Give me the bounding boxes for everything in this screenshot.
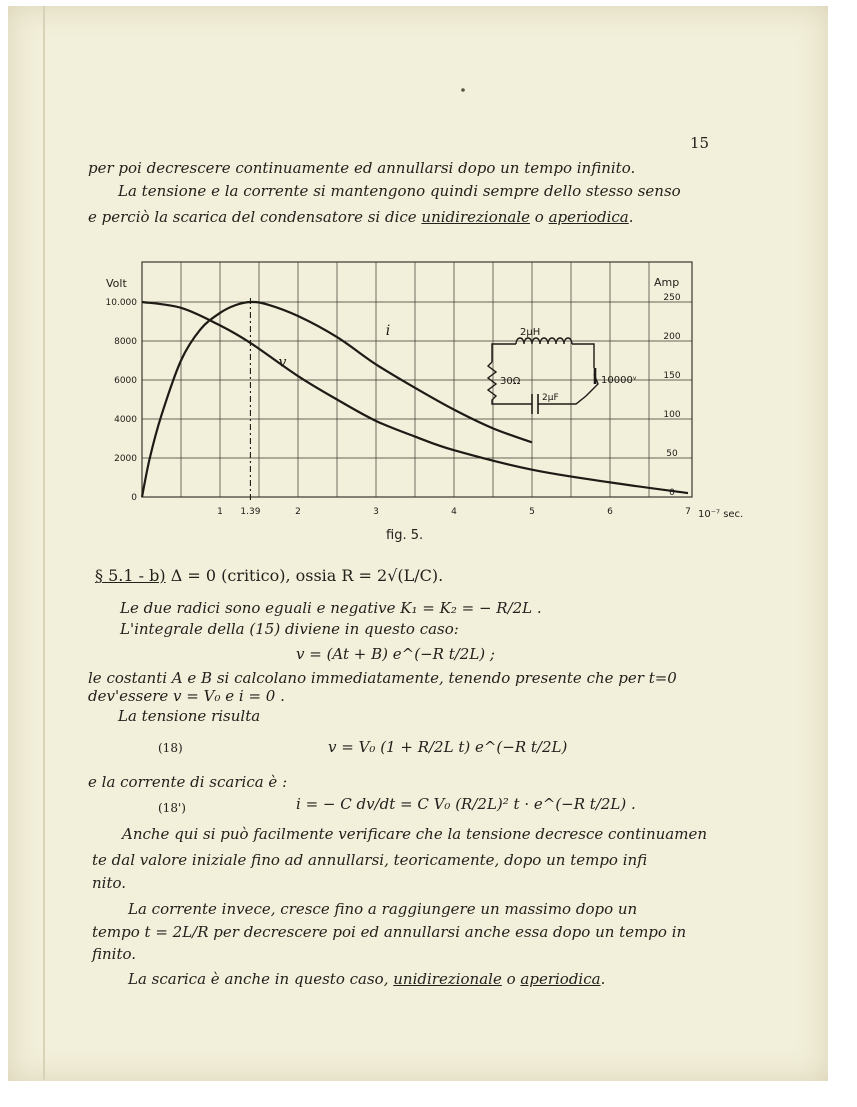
text-line: L'integrale della (15) diviene in questo caso: <box>120 620 459 638</box>
section-number: § 5.1 - b) <box>95 566 166 585</box>
circuit-wire <box>572 344 594 368</box>
text-line: La tensione e la corrente si mantengono quindi sempre dello stesso senso <box>118 182 681 200</box>
text-line: nito. <box>92 874 127 892</box>
y-right-tick-label: 50 <box>666 449 678 459</box>
text-line: per poi decrescere continuamente ed annullarsi dopo un tempo infinito. <box>88 159 636 177</box>
y-right-tick-label: 100 <box>663 410 681 420</box>
y-right-tick-label: 200 <box>663 332 681 342</box>
x-tick-label: 4 <box>451 507 457 517</box>
text-line: dev'essere v = V₀ e i = 0 . <box>88 687 285 705</box>
y-right-tick-label: 0 <box>669 488 675 498</box>
capacitor-label: 2μF <box>542 393 559 403</box>
y-left-tick-label: 10.000 <box>105 298 137 308</box>
x-tick-label: 1 <box>217 507 223 517</box>
text-line: La corrente invece, cresce fino a raggiungere un massimo dopo un <box>128 900 638 918</box>
text-line: Le due radici sono eguali e negative K₁ = K₂ = − R/2L . <box>120 599 542 617</box>
text-span: . <box>628 208 634 226</box>
y-axis-right-label: Amp <box>654 276 680 289</box>
page-number: 15 <box>690 134 710 152</box>
series-label-i: i <box>385 323 391 340</box>
text-span: . <box>600 970 606 988</box>
equation: v = (At + B) e^(−R t/2L) ; <box>296 645 495 663</box>
section-condition: Δ = 0 (critico), ossia R = 2√(L/C). <box>170 566 444 585</box>
x-tick-label: 1.39 <box>240 507 261 517</box>
underlined-term: aperiodica <box>548 208 629 226</box>
circuit-wire <box>492 344 516 362</box>
text-span: o <box>501 970 521 988</box>
inductor-label: 2μH <box>520 327 541 338</box>
y-left-tick-label: 2000 <box>114 454 137 464</box>
underlined-term: aperiodica <box>520 970 601 988</box>
equation: v = V₀ (1 + R/2L t) e^(−R t/2L) <box>328 738 568 756</box>
text-line: Anche qui si può facilmente verificare che la tensione decresce continuamen <box>122 825 707 843</box>
y-axis-left-label: Volt <box>106 277 127 290</box>
equation-number: (18) <box>158 741 183 755</box>
x-tick-label: 2 <box>295 507 301 517</box>
text-line: e la corrente di scarica è : <box>88 773 288 791</box>
text-line: te dal valore iniziale fino ad annullarsi, teoricamente, dopo un tempo infi <box>92 851 648 869</box>
underlined-term: unidirezionale <box>421 208 530 226</box>
equation: i = − C dv/dt = C V₀ (R/2L)² t · e^(−R t/2L) . <box>296 795 636 813</box>
voltage-label: 10000ᵛ <box>601 375 637 386</box>
text-line: le costanti A e B si calcolano immediatamente, tenendo presente che per t=0 <box>88 669 677 687</box>
series-label-v: v <box>278 354 287 371</box>
text-line: finito. <box>92 945 137 963</box>
resistor-label: 30Ω <box>500 376 521 387</box>
equation-number: (18') <box>158 801 186 815</box>
x-tick-label: 6 <box>607 507 613 517</box>
figure-caption: fig. 5. <box>386 528 424 543</box>
underlined-term: unidirezionale <box>393 970 502 988</box>
x-tick-label: 5 <box>529 507 535 517</box>
section-heading <box>95 568 443 584</box>
text-line <box>128 972 605 987</box>
x-tick-label: 7 <box>685 507 691 517</box>
y-left-tick-label: 6000 <box>114 376 137 386</box>
x-tick-label: 3 <box>373 507 379 517</box>
text-span: o <box>530 208 549 226</box>
y-left-tick-label: 0 <box>131 493 137 503</box>
y-left-tick-label: 4000 <box>114 415 137 425</box>
x-axis-label: 10⁻⁷ sec. <box>698 509 744 520</box>
text-span: La scarica è anche in questo caso, <box>128 970 394 988</box>
text-span: e perciò la scarica del condensatore si dice <box>88 208 422 226</box>
y-right-tick-label: 250 <box>663 293 681 303</box>
y-left-tick-label: 8000 <box>114 337 137 347</box>
text-line: tempo t = 2L/R per decrescere poi ed annullarsi anche essa dopo un tempo in <box>92 923 687 941</box>
y-right-tick-label: 150 <box>663 371 681 381</box>
text-line: La tensione risulta <box>118 707 261 725</box>
